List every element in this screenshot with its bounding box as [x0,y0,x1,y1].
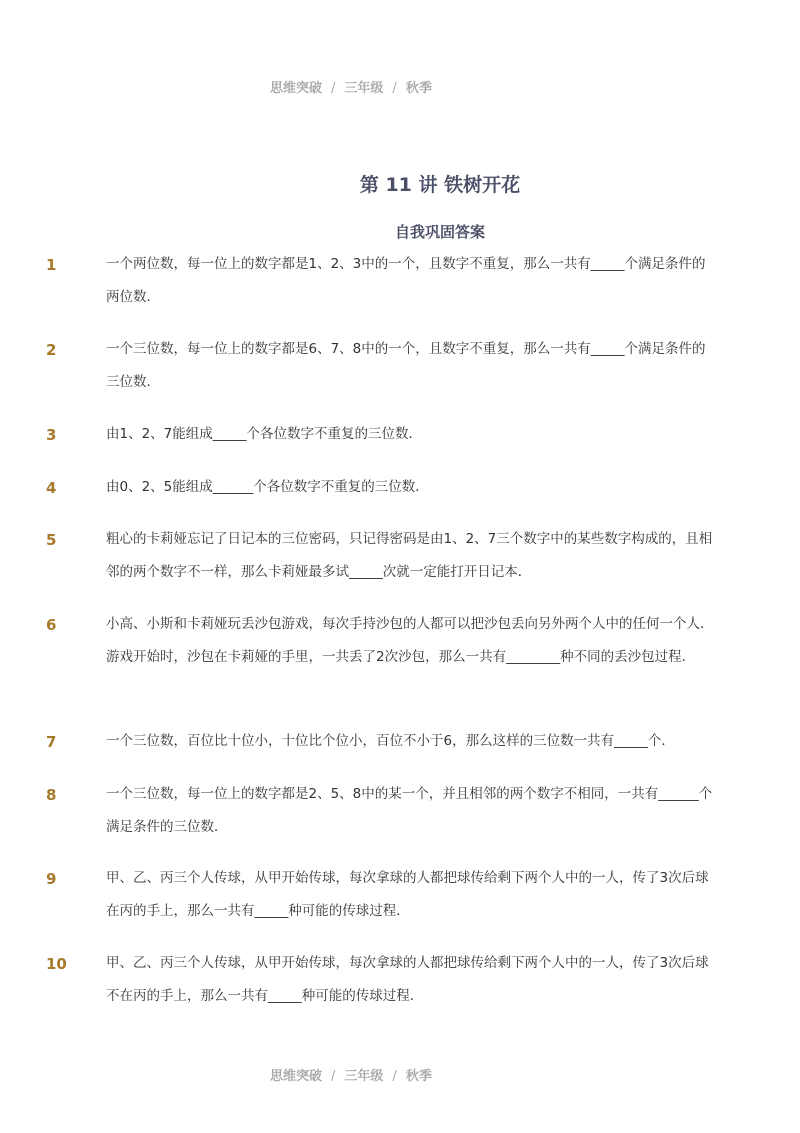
breadcrumb-separator: / [392,1069,397,1084]
breadcrumb-separator: / [331,81,336,96]
question-text: 一个两位数，每一位上的数字都是1、2、3中的一个，且数字不重复，那么一共有_____个满足条件的两位数． [106,256,706,305]
question-number: 3 [46,426,57,444]
question-text: 甲、乙、丙三个人传球，从甲开始传球，每次拿球的人都把球传给剩下两个人中的一人，传了3次后球在丙的手上，那么一共有_____种可能的传球过程． [106,870,709,919]
question-text: 小高、小斯和卡莉娅玩丢沙包游戏，每次手持沙包的人都可以把沙包丢向另外两个人中的任何一个人．游戏开始时，沙包在卡莉娅的手里，一共丢了2次沙包，那么一共有________种不同的丢沙包过程． [106,616,714,665]
breadcrumb-separator: / [331,1069,336,1084]
breadcrumb-series: 思维突破 [270,81,323,96]
question-text: 一个三位数，每一位上的数字都是6、7、8中的一个，且数字不重复，那么一共有_____个满足条件的三位数． [106,341,706,390]
question-number: 1 [46,256,57,274]
question-text: 由0、2、5能组成______个各位数字不重复的三位数． [106,479,429,495]
breadcrumb-term: 秋季 [405,81,432,96]
lecture-title: 第 11 讲 铁树开花 [359,174,521,196]
question-number: 10 [46,955,67,973]
question-text: 一个三位数，每一位上的数字都是2、5、8中的某一个，并且相邻的两个数字不相同，一共有______个满足条件的三位数． [106,786,713,835]
question-number: 7 [46,733,57,751]
question-text: 由1、2、7能组成_____个各位数字不重复的三位数． [106,426,423,442]
question-number: 6 [46,616,57,634]
question-number: 2 [46,341,57,359]
question-text: 甲、乙、丙三个人传球，从甲开始传球，每次拿球的人都把球传给剩下两个人中的一人，传了3次后球不在丙的手上，那么一共有_____种可能的传球过程． [106,955,709,1004]
question-number: 8 [46,786,57,804]
breadcrumb-grade: 三年级 [344,81,384,96]
question-number: 5 [46,531,57,549]
header-breadcrumb [270,77,530,96]
question-text: 粗心的卡莉娅忘记了日记本的三位密码，只记得密码是由1、2、7三个数字中的某些数字构成的，且相邻的两个数字不一样，那么卡莉娅最多试_____次就一定能打开日记本． [106,531,713,580]
breadcrumb-series: 思维突破 [270,1069,323,1084]
footer-breadcrumb [270,1065,530,1084]
breadcrumb-separator: / [392,81,397,96]
question-number: 4 [46,479,57,497]
breadcrumb-grade: 三年级 [344,1069,384,1084]
question-number: 9 [46,870,57,888]
section-title: 自我巩固答案 [394,223,485,241]
breadcrumb-term: 秋季 [405,1069,432,1084]
question-text: 一个三位数，百位比十位小，十位比个位小，百位不小于6，那么这样的三位数一共有_____个． [106,733,675,749]
